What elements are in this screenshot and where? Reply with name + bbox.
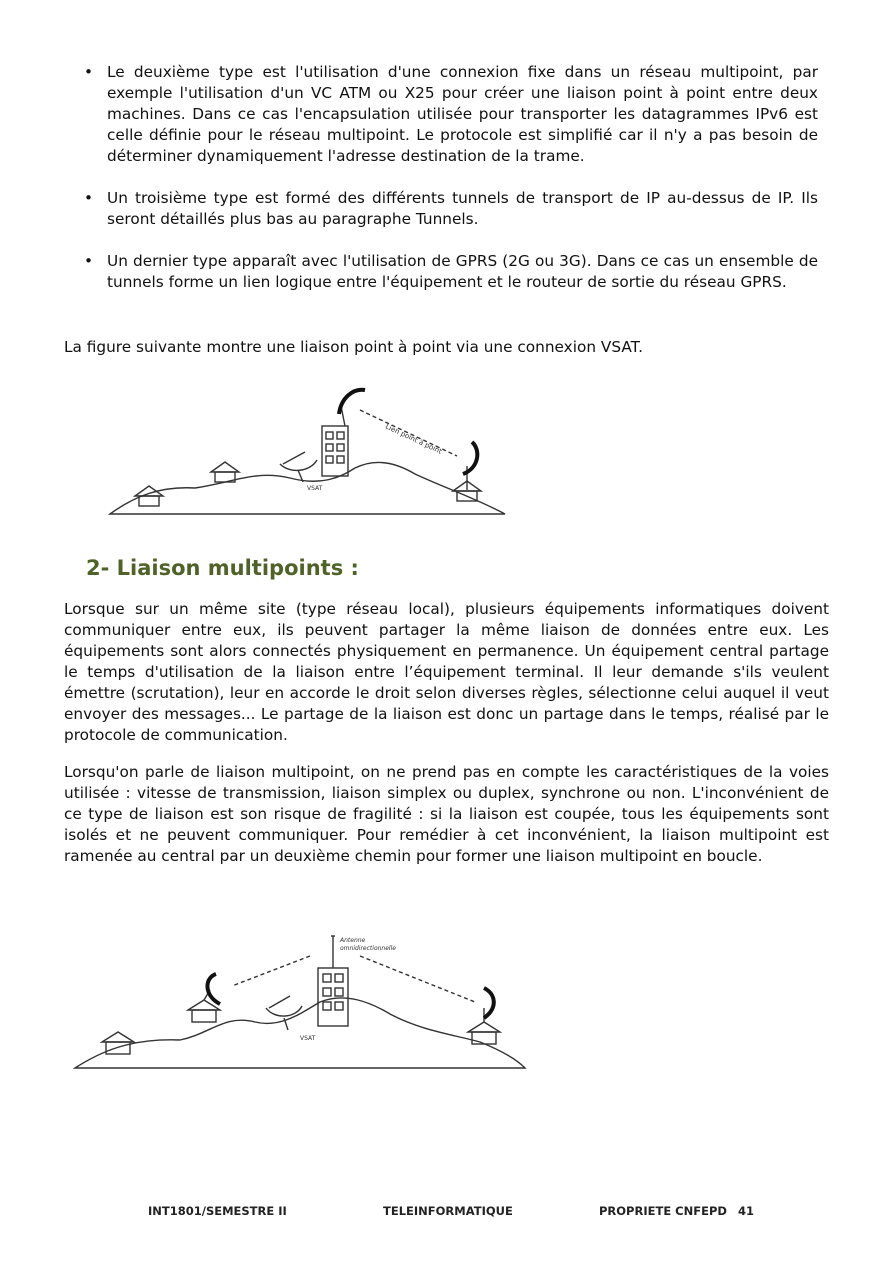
figure-intro-text: La figure suivante montre une liaison point à point via une connexion VSAT. [64, 338, 644, 356]
figure-multipoint-link [70, 930, 530, 1072]
link-dashed-line [360, 956, 475, 1002]
paragraph: Lorsque sur un même site (type réseau local), plusieurs équipements informatiques doivent communiquer entre eux, ils peuvent partager la même liaison de données entre eux. Les équipements sont alors connectés physiquement en permanence. Un équipement central partage le temps d'utilisation de la liaison entre l’équipement terminal. Il leur demande s'ils veulent émettre (scrutation), leur en accorde le droit selon diverses règles, sélectionne celui auquel il veut envoyer des messages... Le partage de la liaison est donc un partage dans le temps, réalisé par le protocole de communication. [64, 600, 829, 744]
list-item [64, 62, 818, 167]
page-number: 41 [738, 1204, 755, 1218]
bullet-icon: • [84, 63, 94, 81]
figure-point-to-point-vsat [105, 378, 515, 520]
antenna-label: Antenne [340, 937, 366, 944]
vsat-label: VSAT [307, 485, 323, 492]
bullet-text: Un troisième type est formé des différents tunnels de transport de IP au-dessus de IP. Ils seront détaillés plus bas au paragraphe Tunnels. [107, 189, 818, 228]
bullet-icon: • [84, 252, 94, 270]
footer-subject: TELEINFORMATIQUE [383, 1204, 513, 1218]
house-icon [135, 486, 163, 506]
bullet-text: Le deuxième type est l'utilisation d'une connexion fixe dans un réseau multipoint, par exemple l'utilisation d'un VC ATM ou X25 pour créer une liaison point à point entre deux machines. Dans ce cas l'encapsulation utilisée pour transporter les datagrammes IPv6 est celle définie pour le réseau multipoint. Le protocole est simplifié car il n'y a pas besoin de déterminer dynamiquement l'adresse destination de la trame. [107, 63, 818, 165]
dish-antenna-icon [463, 442, 477, 474]
list-item [64, 251, 818, 293]
link-dashed-line [232, 956, 310, 986]
link-label: Lien point à point [384, 422, 444, 456]
antenna-label: omnidirectionnelle [340, 945, 396, 952]
building-icon [318, 968, 348, 1026]
footer-owner: PROPRIETE CNFEPD [599, 1204, 727, 1218]
building-icon [322, 426, 348, 476]
house-icon [211, 462, 239, 482]
dish-antenna-icon [484, 988, 494, 1018]
section-title: 2- Liaison multipoints : [86, 556, 359, 580]
bullet-list [64, 62, 818, 314]
bullet-icon: • [84, 189, 94, 207]
paragraph: Lorsqu'on parle de liaison multipoint, on ne prend pas en compte les caractéristiques de la voies utilisée : vitesse de transmission, liaison simplex ou duplex, synchrone ou non. L'inconvénient de ce type de liaison est son risque de fragilité : si la liaison est coupée, tous les équipements sont isolés et ne peuvent communiquer. Pour remédier à cet inconvénient, la liaison multipoint est ramenée au central par un deuxième chemin pour former une liaison multipoint en boucle. [64, 763, 829, 865]
antenna-omnidirectional-icon [331, 936, 335, 968]
list-item [64, 188, 818, 230]
vsat-dish-icon [266, 996, 302, 1030]
bullet-text: Un dernier type apparaît avec l'utilisation de GPRS (2G ou 3G). Dans ce cas un ensemble de tunnels forme un lien logique entre l'équipement et le routeur de sortie du réseau GPRS. [107, 252, 818, 291]
footer-course: INT1801/SEMESTRE II [148, 1204, 287, 1218]
vsat-label: VSAT [300, 1035, 316, 1042]
dish-antenna-icon [207, 974, 220, 1004]
